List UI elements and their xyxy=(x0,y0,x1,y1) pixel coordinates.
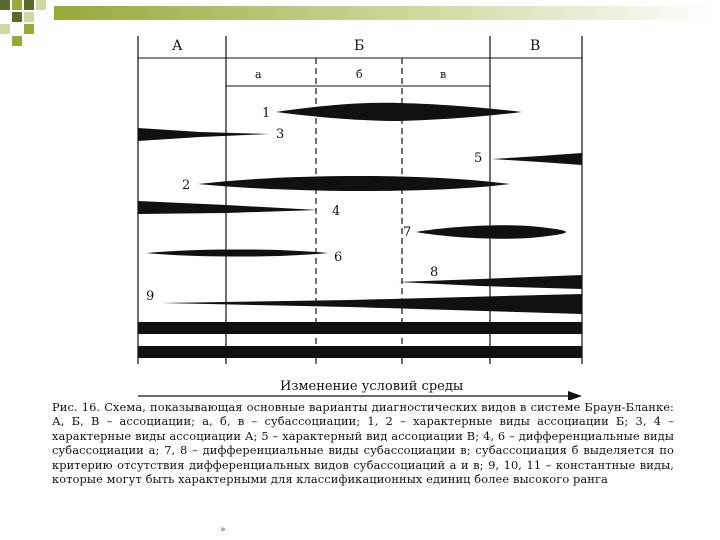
species-3-wedge xyxy=(138,128,270,141)
association-label-v: В xyxy=(530,38,541,54)
species-7-spindle xyxy=(416,225,566,239)
species-4-wedge xyxy=(138,201,318,214)
species-label-4: 4 xyxy=(332,204,341,219)
species-label-5: 5 xyxy=(474,151,483,166)
species-label-3: 3 xyxy=(276,127,285,142)
species-9-wedge xyxy=(162,294,582,314)
environment-axis-label: Изменение условий среды xyxy=(280,379,464,394)
subassociation-label-a: а xyxy=(255,68,262,81)
figure-caption xyxy=(52,400,674,486)
species-label-6: 6 xyxy=(334,250,343,265)
subassociation-label-v: в xyxy=(440,68,447,81)
species-1-spindle xyxy=(276,103,522,121)
association-label-a: А xyxy=(172,38,183,54)
species-label-2: 2 xyxy=(182,178,191,193)
species-6-spindle xyxy=(146,249,328,256)
species-5-wedge xyxy=(492,153,582,165)
species-11-band xyxy=(138,346,582,358)
species-label-1: 1 xyxy=(262,106,271,121)
subassociation-label-b: б xyxy=(356,68,363,81)
species-label-8: 8 xyxy=(430,265,439,280)
environment-arrow-head xyxy=(568,391,582,400)
species-2-spindle xyxy=(198,176,510,191)
association-label-b: Б xyxy=(354,38,365,54)
species-label-9: 9 xyxy=(146,289,155,304)
species-10-band xyxy=(138,322,582,334)
caption-text: Рис. 16. Схема, показывающая основные варианты диагностических видов в системе Браун-Бланке: А, Б, В – ассоциации; а, б, в – субассоциации; 1, 2 – характерные виды ассоциации Б; 3, 4 – характерные виды ассоциации А; 5 – характерный вид ассоциации В; 4, 6 – дифференциальные виды субассоциации а; 7, 8 – дифференциальные виды субассоциации в; субассоциация б выделяется по критерию отсутствия дифференциальных видов субассоциаций а и в; 9, 10, 11 – константные виды, которые могут быть характерными для классификационных единиц более высокого ранга xyxy=(52,400,674,487)
page-mark: » xyxy=(220,525,226,535)
species-label-7: 7 xyxy=(403,225,412,240)
